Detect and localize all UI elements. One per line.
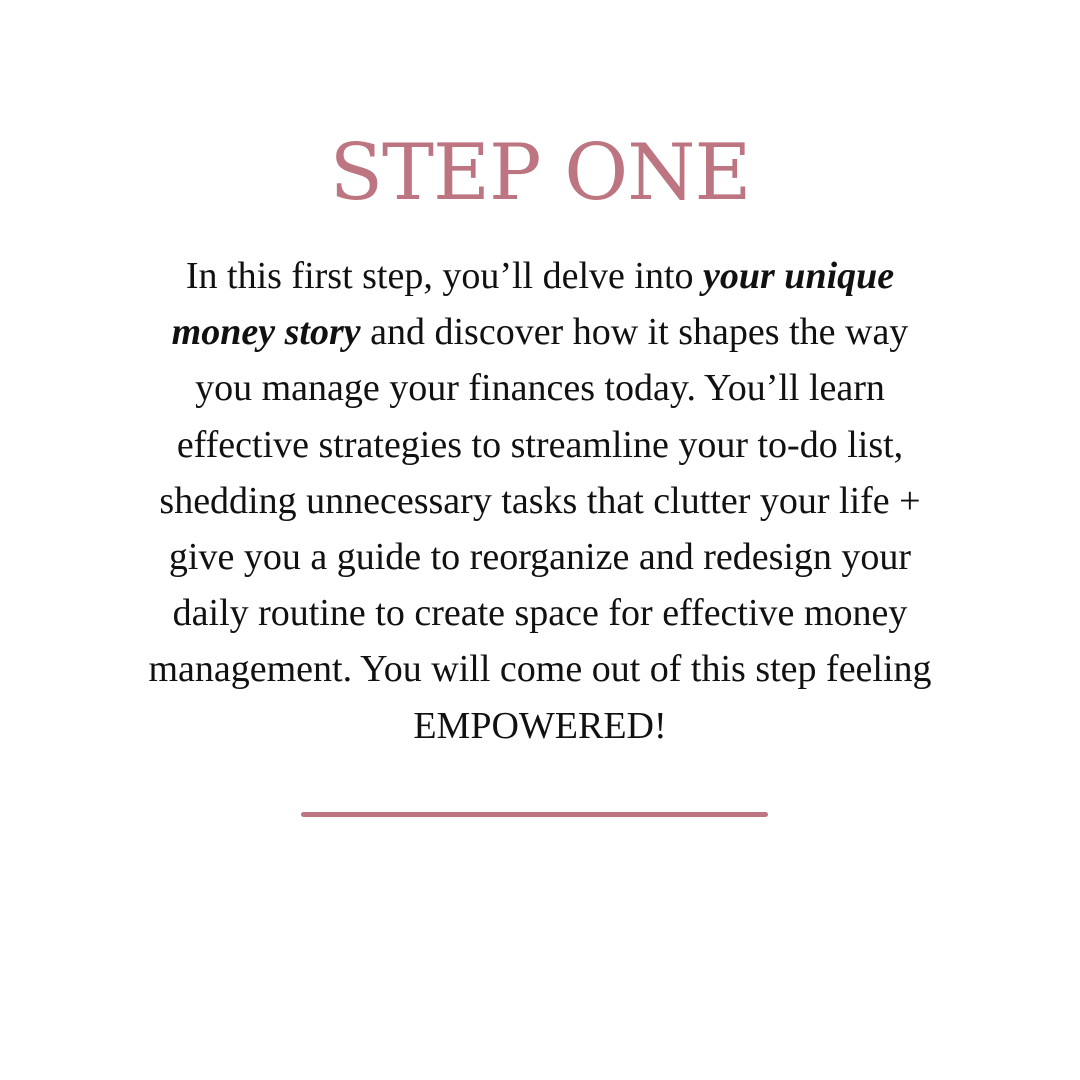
description-text: and discover how it shapes the way [360,311,909,354]
emphasis-text: money story [171,311,361,354]
description-line: shedding unnecessary tasks that clutter your life + [159,479,921,522]
step-title: STEP ONE [329,128,751,218]
description-line: you manage your finances today. You’ll learn [195,367,885,410]
description-text: In this first step, you’ll delve into [185,255,704,297]
step-description [60,248,1020,754]
emphasis-text: your unique [703,255,895,297]
description-line: daily routine to create space for effective money [172,592,908,635]
description-line: give you a guide to reorganize and redesign your [168,536,912,579]
description-line: effective strategies to streamline your to-do list, [176,423,904,466]
description-line: management. You will come out of this step feeling [148,648,932,691]
description-line [60,248,1020,304]
description-line: EMPOWERED! [413,704,667,747]
divider-line [301,812,768,817]
description-line [60,304,1020,360]
